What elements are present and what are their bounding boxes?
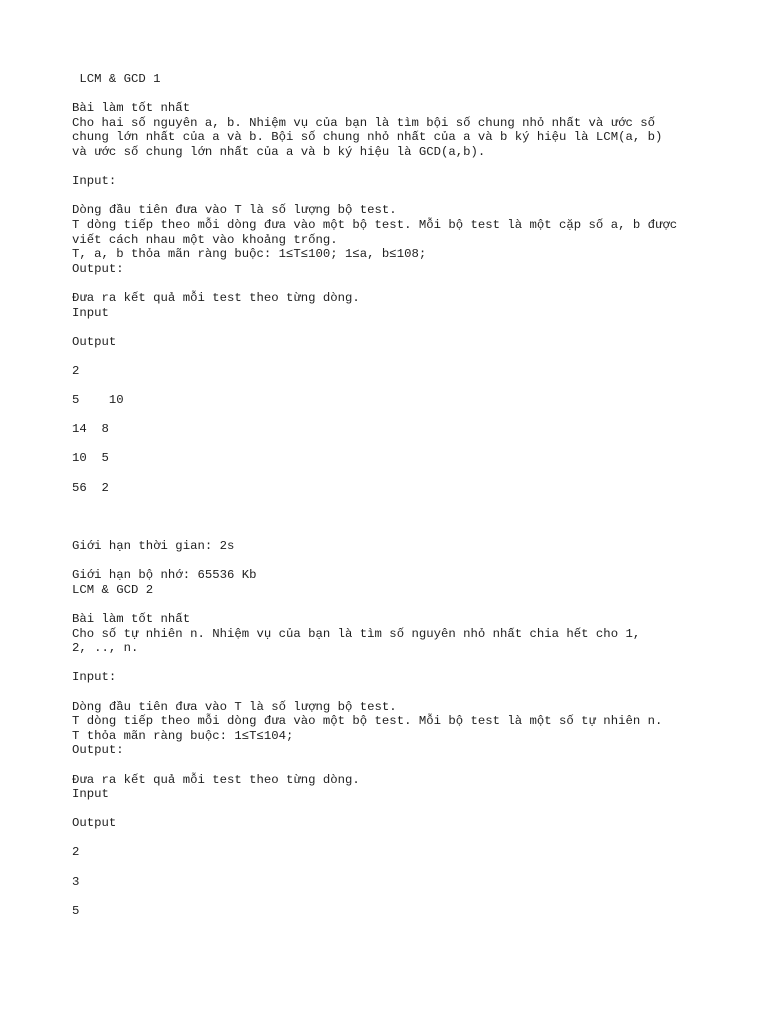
text-line: LCM & GCD 2 xyxy=(72,582,154,597)
text-line: LCM & GCD 1 xyxy=(72,72,161,86)
text-line: Cho hai số nguyên a, b. Nhiệm vụ của bạn là tìm bội số chung nhỏ nhất và ước số xyxy=(72,115,655,130)
text-line xyxy=(72,656,732,671)
text-line: 2 xyxy=(72,363,80,378)
text-line: Đưa ra kết quả mỗi test theo từng dòng. xyxy=(72,290,360,305)
text-line: Cho số tự nhiên n. Nhiệm vụ của bạn là tìm số nguyên nhỏ nhất chia hết cho 1, xyxy=(72,626,641,641)
text-line: Dòng đầu tiên đưa vào T là số lượng bộ test. xyxy=(72,203,397,218)
text-line xyxy=(72,597,732,612)
text-line: chung lớn nhất của a và b. Bội số chung nhỏ nhất của a và b ký hiệu là LCM(a, b) xyxy=(72,130,663,145)
text-line: 5 10 xyxy=(72,393,124,408)
text-line: Input: xyxy=(72,174,117,189)
text-line: T thỏa mãn ràng buộc: 1≤T≤104; xyxy=(72,728,294,743)
text-line xyxy=(72,320,732,335)
text-line xyxy=(72,87,732,102)
text-line: Input xyxy=(72,305,109,320)
text-line xyxy=(72,831,732,846)
text-line: Đưa ra kết quả mỗi test theo từng dòng. xyxy=(72,772,360,787)
text-line: 5 xyxy=(72,903,80,918)
text-line: Giới hạn bộ nhớ: 65536 Kb xyxy=(72,568,257,583)
text-line xyxy=(72,510,732,525)
text-line: Output xyxy=(72,816,117,831)
text-line: Giới hạn thời gian: 2s xyxy=(72,539,235,553)
text-line xyxy=(72,276,732,291)
text-line: Output: xyxy=(72,743,124,758)
text-line: 2 xyxy=(72,845,80,860)
text-line xyxy=(72,495,732,510)
text-line xyxy=(72,860,732,875)
text-line: Dòng đầu tiên đưa vào T là số lượng bộ test. xyxy=(72,699,397,714)
text-line: Input xyxy=(72,787,109,802)
text-line xyxy=(72,160,732,175)
text-line xyxy=(72,889,732,904)
text-line: Output: xyxy=(72,261,124,276)
text-line xyxy=(72,466,732,481)
text-line: 56 2 xyxy=(72,480,109,495)
text-line xyxy=(72,524,732,539)
text-line xyxy=(72,685,732,700)
text-line xyxy=(72,349,732,364)
text-line xyxy=(72,408,732,423)
text-line: 14 8 xyxy=(72,422,109,437)
text-line xyxy=(72,378,732,393)
text-line: Output xyxy=(72,334,117,349)
text-line xyxy=(72,758,732,773)
text-line: Bài làm tốt nhất xyxy=(72,101,191,116)
text-line xyxy=(72,189,732,204)
text-line: T dòng tiếp theo mỗi dòng đưa vào một bộ test. Mỗi bộ test là một cặp số a, b được xyxy=(72,217,678,232)
text-line: 3 xyxy=(72,874,80,889)
text-line: Input: xyxy=(72,670,117,685)
text-line: T dòng tiếp theo mỗi dòng đưa vào một bộ test. Mỗi bộ test là một số tự nhiên n. xyxy=(72,714,663,729)
text-line: T, a, b thỏa mãn ràng buộc: 1≤T≤100; 1≤a, b≤108; xyxy=(72,247,427,262)
text-line: viết cách nhau một vào khoảng trống. xyxy=(72,232,338,247)
text-line xyxy=(72,554,732,569)
text-line: 2, .., n. xyxy=(72,641,139,656)
text-line xyxy=(72,437,732,452)
text-line xyxy=(72,802,732,817)
text-line: 10 5 xyxy=(72,451,109,466)
text-line: Bài làm tốt nhất xyxy=(72,611,191,626)
document-body xyxy=(72,72,732,918)
text-line: và ước số chung lớn nhất của a và b ký hiệu là GCD(a,b). xyxy=(72,144,486,159)
